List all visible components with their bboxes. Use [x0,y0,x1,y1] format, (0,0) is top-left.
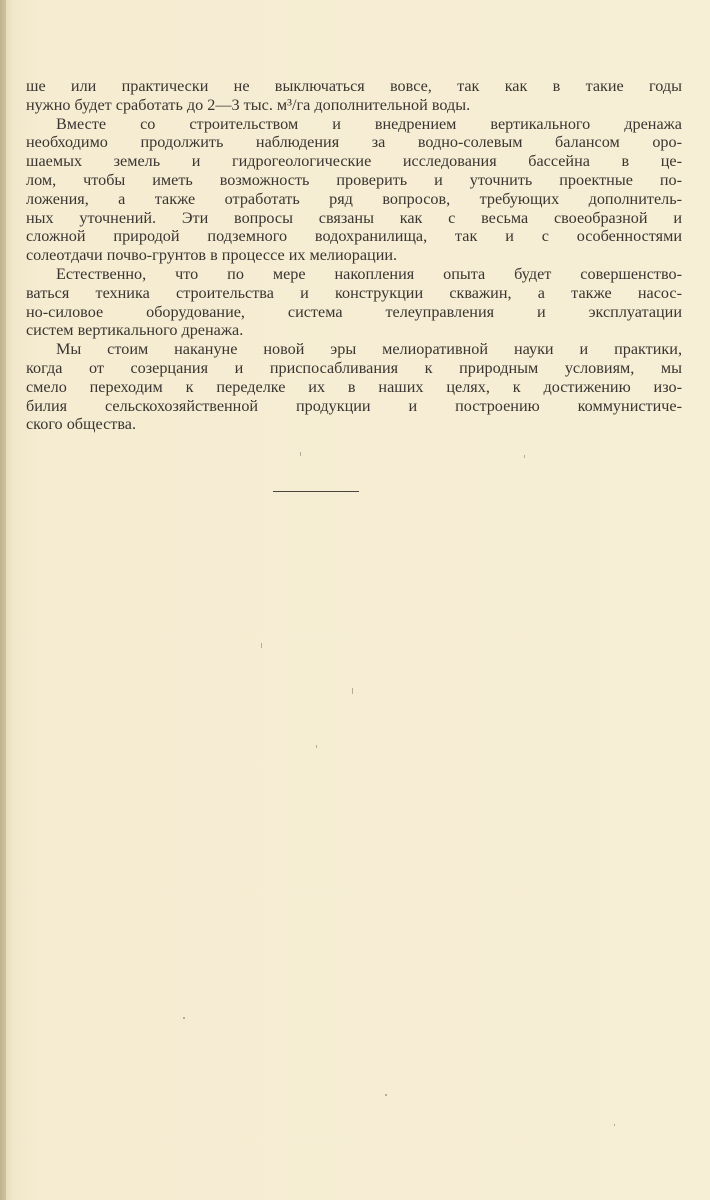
text-line: Естественно, что по мере накопления опыта будет совершенство- [56,264,682,283]
text-line: смело переходим к переделке их в наших целях, к достижению изо- [26,377,682,396]
text-line: сложной природой подземного водохранилища, так и с особенностями [26,227,682,246]
paper-speck [352,688,353,694]
text-line: Вместе со строительством и внедрением вертикального дренажа [56,114,682,133]
paper-speck [261,643,262,648]
text-line: когда от созерцания и приспосабливания к природным условиям, мы [26,358,682,377]
paper-speck [524,455,525,458]
text-line: ваться техника строительства и конструкции скважин, а также насос- [26,283,682,302]
text-line: нужно будет сработать до 2—3 тыс. м³/га дополнительной воды. [26,95,471,114]
text-line: необходимо продолжить наблюдения за водно-солевым балансом оро- [26,133,682,152]
text-line: солеотдачи почво-грунтов в процессе их мелиорации. [26,246,398,265]
text-line: Мы стоим накануне новой эры мелиоративной науки и практики, [56,340,682,359]
text-line: систем вертикального дренажа. [26,321,244,340]
text-line: ше или практически не выключаться вовсе, так как в такие годы [26,77,682,95]
end-of-chapter-rule [273,491,359,492]
paper-speck [614,1124,615,1126]
text-line: но-силовое оборудование, система телеуправления и эксплуатации [26,302,682,321]
paper-speck [385,1094,387,1096]
paper-speck [183,1017,185,1019]
paper-speck [300,452,301,456]
text-line: ных уточнений. Эти вопросы связаны как с весьма своеобразной и [26,208,682,227]
text-line: лом, чтобы иметь возможность проверить и уточнить проектные по- [26,170,682,189]
body-text [26,77,682,434]
text-line: билия сельскохозяйственной продукции и построению коммунистиче- [26,396,682,415]
text-line: ского общества. [26,415,136,434]
text-line: ложения, а также отработать ряд вопросов, требующих дополнитель- [26,189,682,208]
page-spine-shadow [0,0,6,1200]
paper-speck [316,745,317,748]
text-line: шаемых земель и гидрогеологические исследования бассейна в це- [26,152,682,171]
